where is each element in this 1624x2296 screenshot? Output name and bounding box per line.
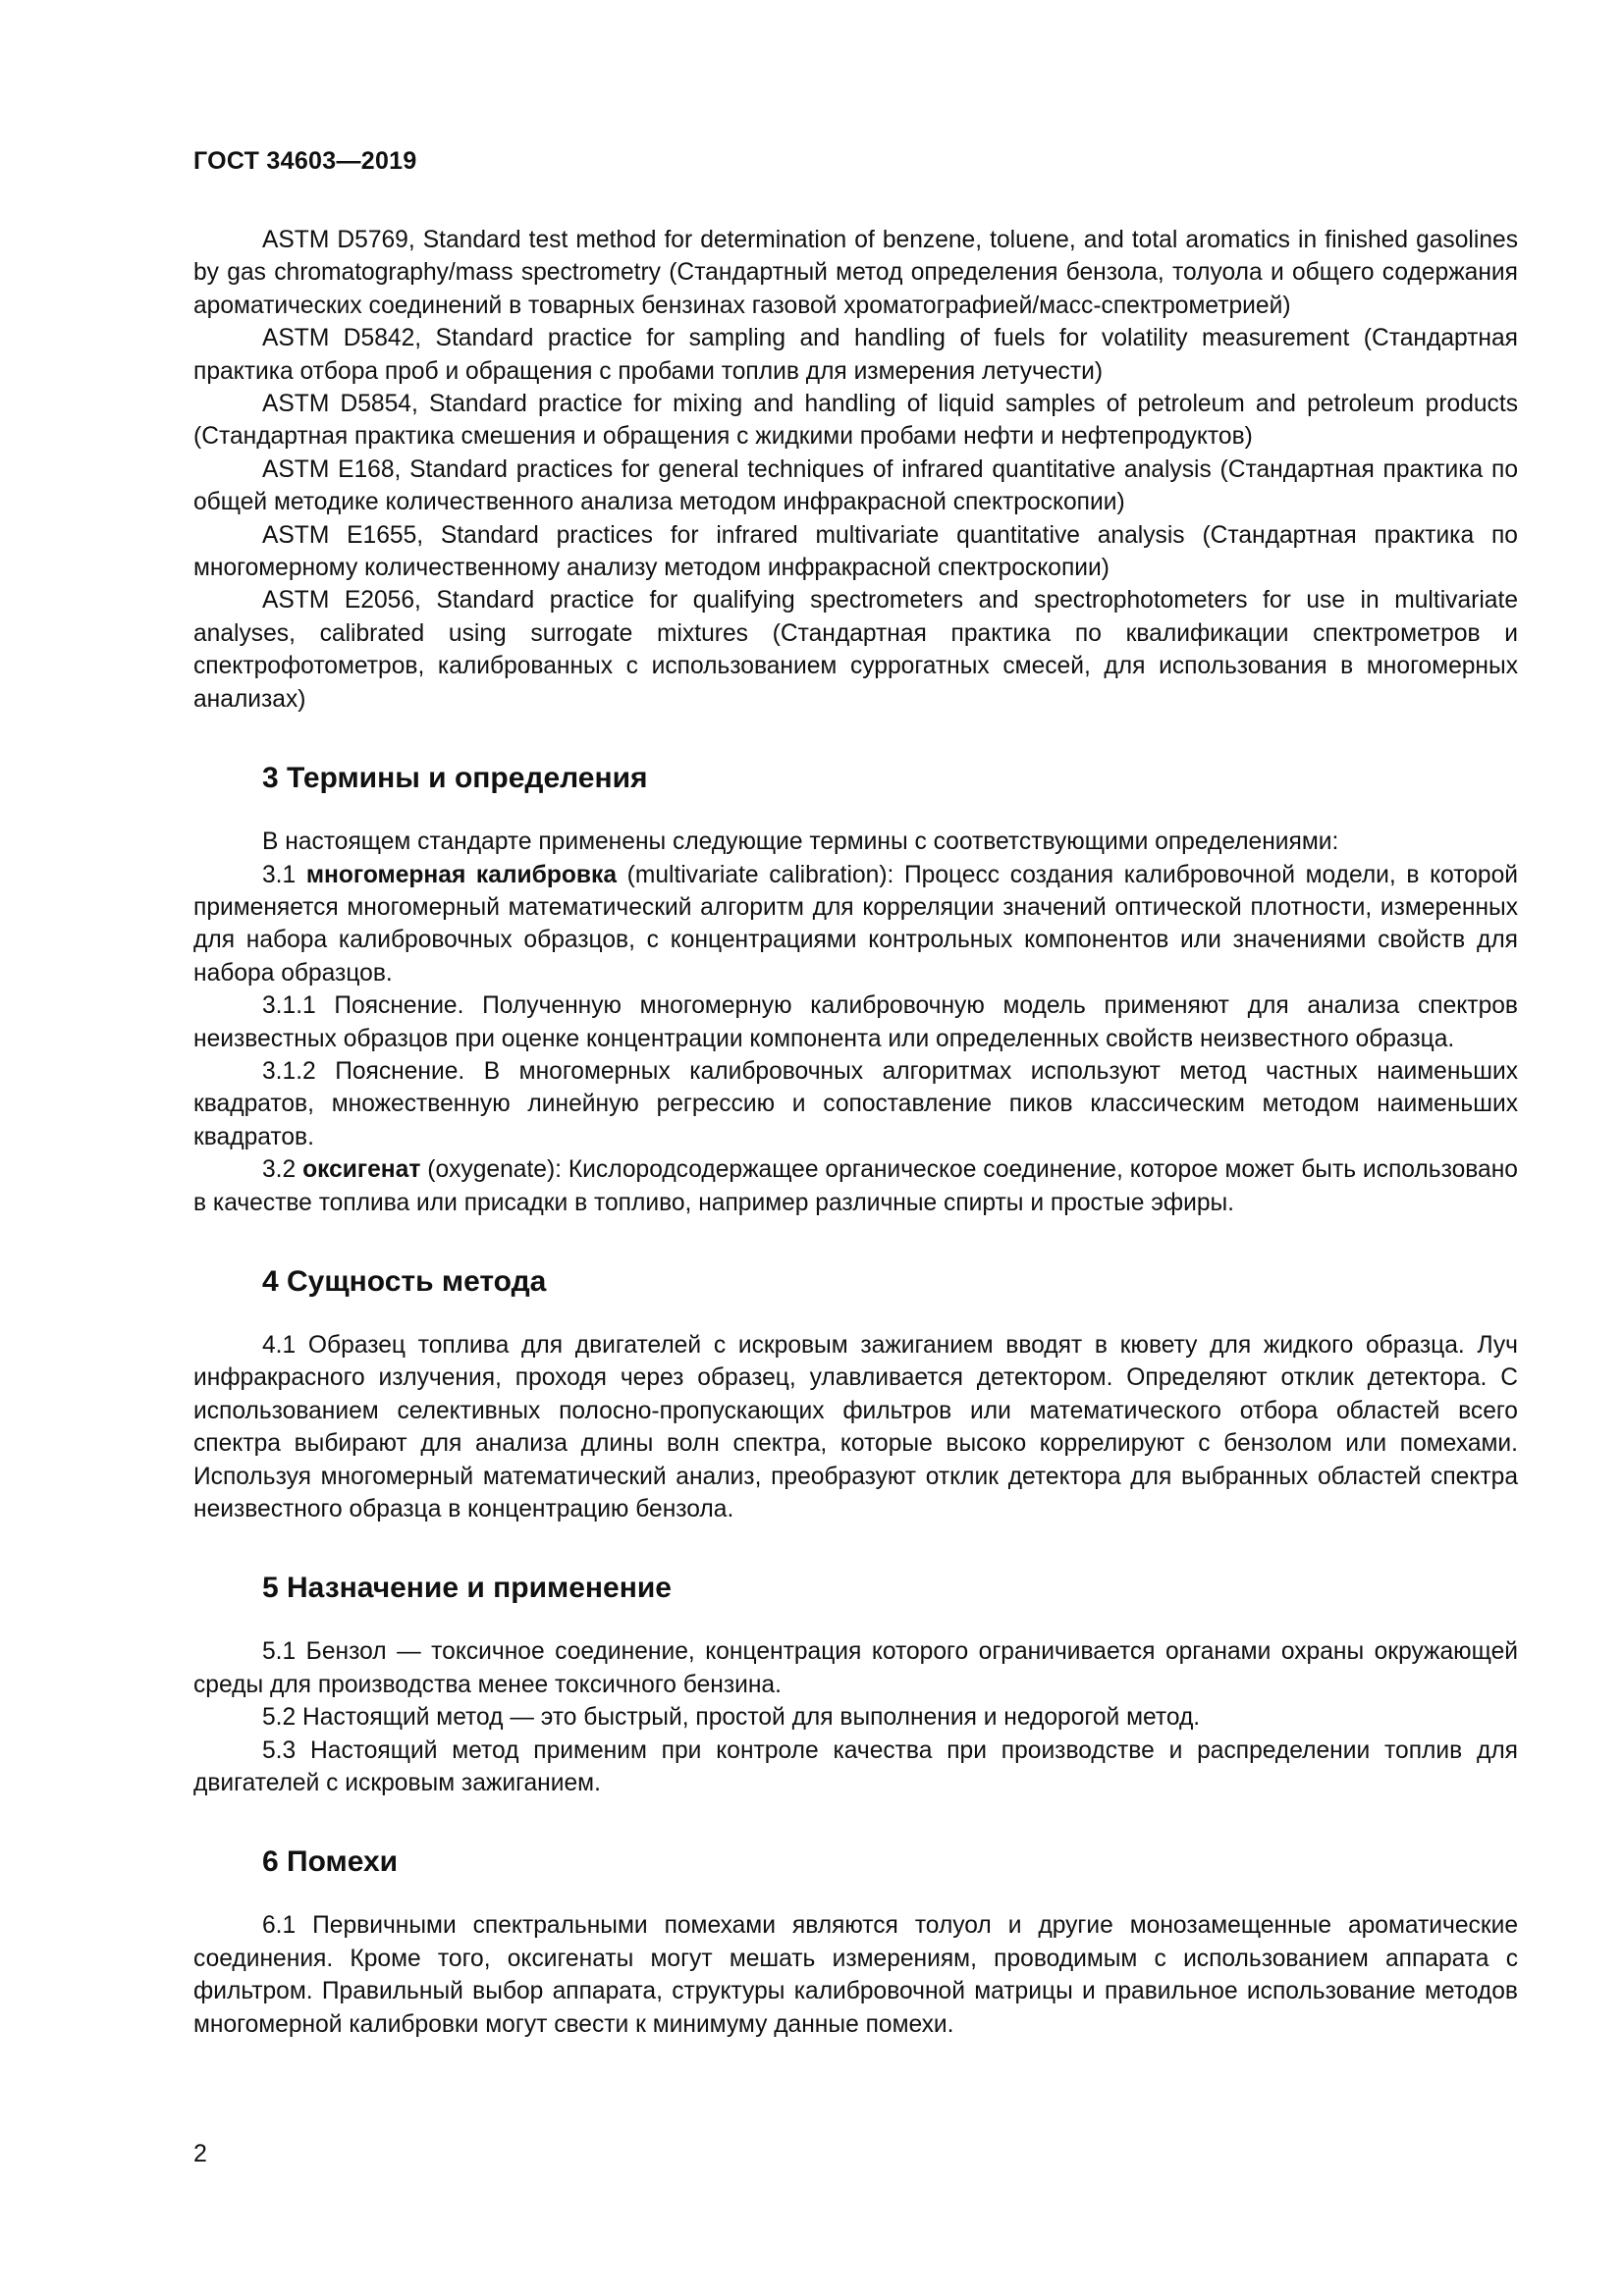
document-body (193, 224, 1518, 2041)
paragraph-5-3: 5.3 Настоящий метод применим при контроле качества при производстве и распределении топлив для двигателей с искровым зажиганием. (193, 1736, 1518, 1797)
paragraph-5-2: 5.2 Настоящий метод — это быстрый, простой для выполнения и недорогой метод. (262, 1704, 1201, 1732)
paragraph-5-1: 5.1 Бензол — токсичное соединение, концентрация которого ограничивается органами охраны окружающей среды для производства менее токсичного бензина. (193, 1638, 1518, 1698)
reference-item: ASTM D5854, Standard practice for mixing and handling of liquid samples of petroleum and petroleum products (Стандартная практика смешения и обращения с жидкими пробами нефти и нефтепродуктов) (193, 391, 1518, 451)
term-3-2-name: оксигенат (302, 1156, 421, 1184)
term-3-1-number: 3.1 (262, 861, 297, 888)
note-3-1-2: 3.1.2 Пояснение. В многомерных калибровочных алгоритмах используют метод частных наименьших квадратов, множественную линейную регрессию и сопоставление пиков классическим методом наименьших квадратов. (193, 1057, 1518, 1150)
term-3-1-name: многомерная калибровка (305, 861, 618, 888)
paragraph-4-1: 4.1 Образец топлива для двигателей с искровым зажиганием вводят в кювету для жидкого образца. Луч инфракрасного излучения, проходя через образец, улавливается детектором. Определяют отклик детектора. С использованием селективных полосно-пропускающих фильтров или математического отбора областей всего спектра выбирают для анализа длины волн спектра, которые высоко коррелируют с бензолом или помехами. Используя многомерный математический анализ, преобразуют отклик детектора для выбранных областей спектра неизвестного образца в концентрацию бензола. (193, 1331, 1518, 1522)
document-code-header: ГОСТ 34603—2019 (193, 147, 417, 175)
page-number: 2 (193, 2140, 207, 2167)
section-4-heading: 4 Сущность метода (262, 1264, 547, 1298)
paragraph-6-1: 6.1 Первичными спектральными помехами являются толуол и другие монозамещенные ароматические соединения. Кроме того, оксигенаты могут мешать измерениям, проводимым с использованием аппарата с фильтром. Правильный выбор аппарата, структуры калибровочной матрицы и правильное использование методов многомерной калибровки могут свести к минимуму данные помехи. (193, 1912, 1518, 2038)
term-3-1 (193, 859, 1518, 990)
term-3-2-number: 3.2 (262, 1156, 297, 1184)
term-3-2 (193, 1153, 1518, 1219)
reference-item: ASTM E1655, Standard practices for infrared multivariate quantitative analysis (Стандартная практика по многомерному количественному анализу методом инфракрасной спектроскопии) (193, 521, 1518, 582)
note-3-1-1: 3.1.1 Пояснение. Полученную многомерную калибровочную модель применяют для анализа спектров неизвестных образцов при оценке концентрации компонента или определенных свойств неизвестного образца. (193, 992, 1518, 1052)
term-3-1-definition: (multivariate calibration): Процесс создания калибровочной модели, в которой применяется многомерный математический алгоритм для корреляции значений оптической плотности, измеренных для набора калибровочных образцов, с концентрациями контрольных компонентов или значениями свойств для набора образцов. (193, 861, 1519, 987)
term-3-2-definition: (oxygenate): Кислородсодержащее органическое соединение, которое может быть использовано в качестве топлива или присадки в топливо, например различные спирты и простые эфиры. (193, 1156, 1518, 1216)
section-6-heading: 6 Помехи (262, 1845, 399, 1879)
reference-item: ASTM D5769, Standard test method for determination of benzene, toluene, and total aromatics in finished gasolines by gas chromatography/mass spectrometry (Стандартный метод определения бензола, толуола и общего содержания ароматических соединений в товарных бензинах газовой хроматографией/масс-спектрометрией) (193, 227, 1518, 319)
reference-item: ASTM E2056, Standard practice for qualifying spectrometers and spectrophotometers for use in multivariate analyses, calibrated using surrogate mixtures (Стандартная практика по квалификации спектрометров и спектрофотометров, калиброванных с использованием суррогатных смесей, для использования в многомерных анализах) (193, 587, 1518, 713)
section-3-heading: 3 Термины и определения (262, 762, 648, 795)
section-3-intro: В настоящем стандарте применены следующие термины с соответствующими определениями: (262, 828, 1339, 856)
reference-item: ASTM E168, Standard practices for general techniques of infrared quantitative analysis (Стандартная практика по общей методике количественного анализа методом инфракрасной спектроскопии) (193, 455, 1518, 516)
section-5-heading: 5 Назначение и применение (262, 1572, 672, 1605)
reference-item: ASTM D5842, Standard practice for sampling and handling of fuels for volatility measurement (Стандартная практика отбора проб и обращения с пробами топлив для измерения летучести) (193, 325, 1518, 385)
